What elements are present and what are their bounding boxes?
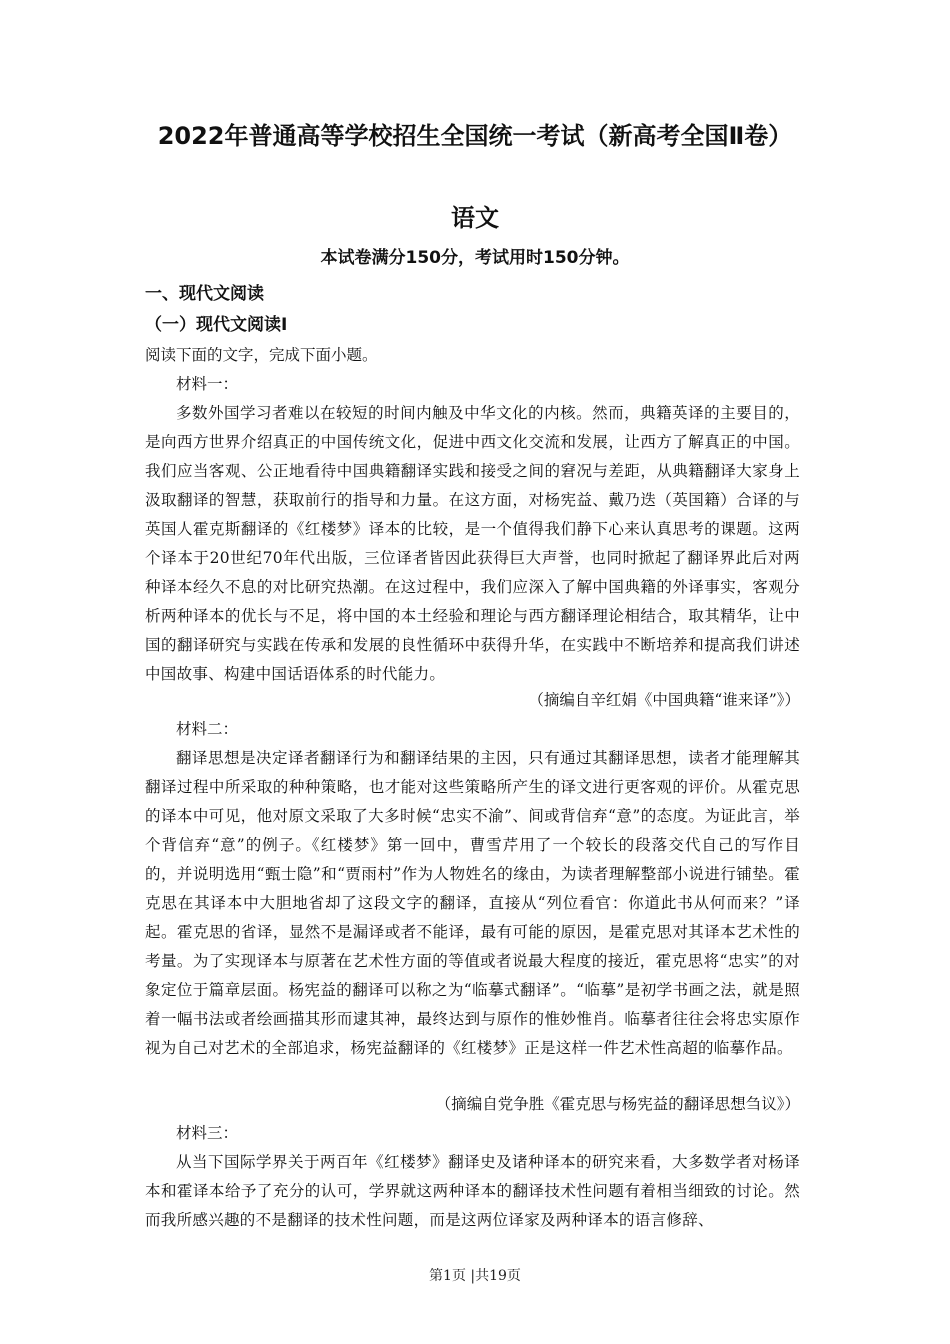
material-3-text: 从当下国际学界关于两百年《红楼梦》翻译史及诸种译本的研究来看，大多数学者对杨译本和霍译本给予了充分的认可，学界就这两种译本的翻译技术性问题有着相当细致的讨论。然而我所感兴趣的不是翻译的技术性问题，而是这两位译家及两种译本的语言修辞、 [145,1153,800,1229]
instruction-text: 阅读下面的文字，完成下面小题。 [145,346,378,364]
material-3-label: 材料三： [176,1124,239,1142]
material-2-text: 翻译思想是决定译者翻译行为和翻译结果的主因，只有通过其翻译思想，读者才能理解其翻译过程中所采取的种种策略，也才能对这些策略所产生的译文进行更客观的评价。从霍克思的译本中可见，他对原文采取了大多时候“忠实不渝”、间或背信弃“意”的态度。为证此言，举个背信弃“意”的例子。《红楼梦》第一回中，曹雪芹用了一个较长的段落交代自己的写作目的，并说明选用“甄士隐”和“贾雨村”作为人物姓名的缘由，为读者理解整部小说进行铺垫。霍克思在其译本中大胆地省却了这段文字的翻译，直接从“列位看官：你道此书从何而来？”译起。霍克思的省译，显然不是漏译或者不能译，最有可能的原因，是霍克思对其译本艺术性的考量。为了实现译本与原著在艺术性方面的等值或者说最大程度的接近，霍克思将“忠实”的对象定位于篇章层面。杨宪益的翻译可以称之为“临摹式翻译”。“临摹”是初学书画之法，就是照着一幅书法或者绘画描其形而逮其神，最终达到与原作的惟妙惟肖。临摹者往往会将忠实原作视为自己对艺术的全部追求，杨宪益翻译的《红楼梦》正是这样一件艺术性高超的临摹作品。 [145,749,800,1057]
page-title: 2022年普通高等学校招生全国统一考试（新高考全国Ⅱ卷） [157,122,793,150]
material-1-source: （摘编自辛红娟《中国典籍“谁来译”》） [528,691,800,709]
material-1-label: 材料一： [176,375,239,393]
material-2-source: （摘编自党争胜《霍克思与杨宪益的翻译思想刍议》） [435,1095,800,1113]
section-heading: 一、现代文阅读 [145,284,264,304]
exam-info: 本试卷满分150分，考试用时150分钟。 [320,248,630,268]
material-2-label: 材料二： [176,720,239,738]
sub-section-heading: （一）现代文阅读Ⅰ [145,315,288,335]
subject-heading: 语文 [451,204,499,232]
material-1-text: 多数外国学习者难以在较短的时间内触及中华文化的内核。然而，典籍英译的主要目的，是向西方世界介绍真正的中国传统文化，促进中西文化交流和发展，让西方了解真正的中国。我们应当客观、公正地看待中国典籍翻译实践和接受之间的窘况与差距，从典籍翻译大家身上汲取翻译的智慧，获取前行的指导和力量。在这方面，对杨宪益、戴乃迭（英国籍）合译的与英国人霍克斯翻译的《红楼梦》译本的比较，是一个值得我们静下心来认真思考的课题。这两个译本于20世纪70年代出版，三位译者皆因此获得巨大声誉，也同时掀起了翻译界此后对两种译本经久不息的对比研究热潮。在这过程中，我们应深入了解中国典籍的外译事实，客观分析两种译本的优长与不足，将中国的本土经验和理论与西方翻译理论相结合，取其精华，让中国的翻译研究与实践在传承和发展的良性循环中获得升华，在实践中不断培养和提高我们讲述中国故事、构建中国话语体系的时代能力。 [145,404,800,683]
page-footer: 第1页 |共19页 [429,1268,521,1284]
